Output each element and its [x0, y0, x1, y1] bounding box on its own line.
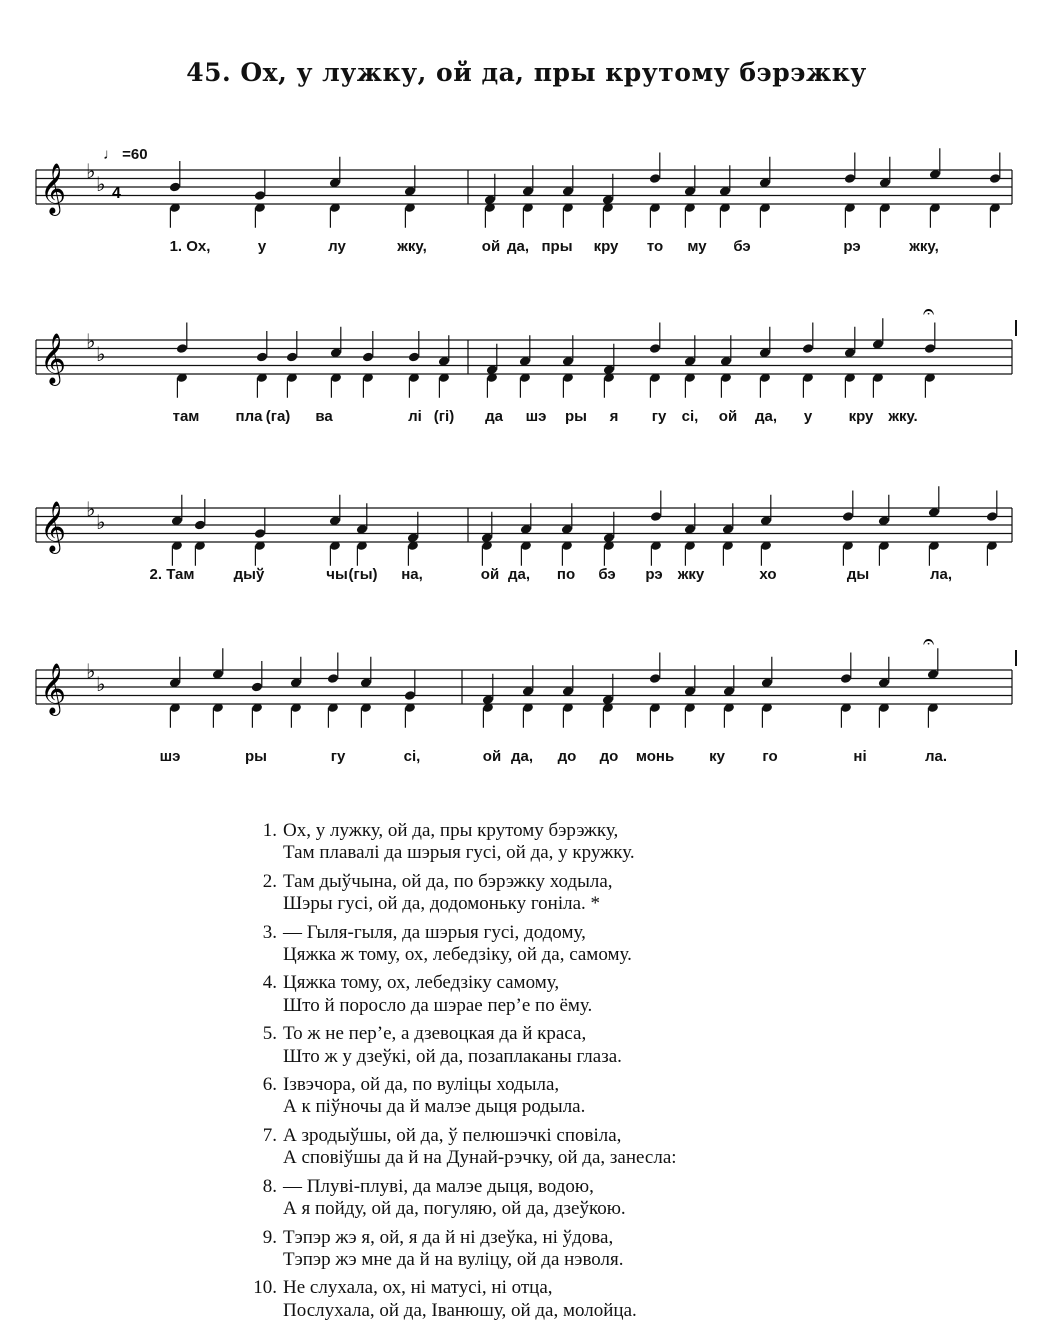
lyric-syllable: ла, [929, 566, 953, 583]
lyric-syllable: лу [328, 238, 346, 255]
lyric-syllable: да [485, 408, 503, 425]
verse-line: Тэпэр жэ я, ой, я да й ні дзеўка, ні ўдова, [283, 1226, 614, 1248]
lyric-syllable: ва [315, 408, 333, 425]
lyric-syllable: гу [330, 748, 346, 765]
lyric-syllable: шэ [525, 408, 547, 425]
song-title: 45. Ох, у лужку, ой да, пры крутому бэрэжку [186, 58, 867, 87]
verse-line: Што й поросло да шэрае пер’е по ёму. [283, 994, 593, 1016]
verse-number: 8. [262, 1175, 277, 1197]
lyric-syllable: по [556, 566, 576, 583]
verse [245, 820, 845, 865]
verse [245, 1227, 845, 1272]
lyric-syllable: ку [709, 748, 725, 765]
verse [245, 1277, 845, 1322]
lyric-syllable: го [762, 748, 778, 765]
fermata-icon: 𝄐 [923, 630, 935, 653]
lyric-syllable: хо [759, 566, 777, 583]
verse-number: 6. [262, 1074, 277, 1096]
lyric-syllable: ры [245, 748, 267, 765]
lyric-syllable: на, [401, 566, 423, 583]
verse [245, 1023, 845, 1068]
lyric-syllable: жку, [909, 238, 939, 255]
flat-key-signature-icon: ♭ [86, 659, 96, 683]
lyric-syllable: (га) [265, 408, 291, 425]
lyric-syllable: сі, [681, 408, 699, 425]
lyric-syllable: пла [235, 408, 263, 425]
verse [245, 1125, 845, 1170]
verse-number: 2. [262, 870, 277, 892]
lyric-syllable: ды [846, 566, 870, 583]
staff-1 [0, 130, 1053, 240]
lyric-syllable: 1. Ох, [169, 238, 211, 255]
lyric-syllable: жку, [397, 238, 427, 255]
lyric-syllable: пры [541, 238, 573, 255]
lyric-syllable: ой [480, 566, 500, 583]
treble-clef-icon: 𝄞 [40, 333, 67, 384]
flat-key-signature-icon: ♭ [96, 342, 106, 366]
verse [245, 871, 845, 916]
verse-line: А я пойду, ой да, погуляю, ой да, дзеўкою. [283, 1198, 626, 1220]
lyric-syllable: монь [635, 748, 675, 765]
lyric-syllable: ой [481, 238, 501, 255]
lyric-syllable: да, [506, 238, 530, 255]
lyric-syllable: до [599, 748, 619, 765]
lyric-syllable: бэ [733, 238, 751, 255]
staff-2 [0, 300, 1053, 410]
verse-line: Не слухала, ох, ні матусі, ні отца, [283, 1277, 553, 1299]
treble-clef-icon: 𝄞 [40, 663, 67, 714]
verse-line: Там дыўчына, ой да, по бэрэжку ходыла, [283, 870, 613, 892]
verse-line: Цяжка тому, ох, лебедзіку самому, [283, 972, 560, 994]
staff-3 [0, 468, 1053, 578]
lyric-syllable: ры [565, 408, 587, 425]
treble-clef-icon: 𝄞 [40, 501, 67, 552]
lyric-syllable: то [646, 238, 664, 255]
verse-number: 10. [253, 1277, 277, 1299]
verse-list [245, 820, 845, 1328]
lyric-syllable: ла. [924, 748, 948, 765]
verse-line: Послухала, ой да, Іванюшу, ой да, молойца. [283, 1299, 637, 1321]
lyric-syllable: рэ [843, 238, 861, 255]
verse-line: А зродыўшы, ой да, ў пелюшэчкі сповіла, [283, 1124, 622, 1146]
verse-line: Ізвэчора, ой да, по вуліцы ходыла, [283, 1074, 560, 1096]
verse-line: А к піўночы да й малэе дыця родыла. [283, 1096, 586, 1118]
lyric-syllable: я [609, 408, 619, 425]
lyric-syllable: гу [651, 408, 667, 425]
lyric-syllable: (гі) [433, 408, 455, 425]
lyric-syllable: кру [593, 238, 619, 255]
lyric-syllable: да, [510, 748, 534, 765]
treble-clef-icon: 𝄞 [40, 163, 67, 214]
lyric-syllable: жку. [888, 408, 918, 425]
lyrics-line-2 [0, 408, 1053, 428]
flat-key-signature-icon: ♭ [96, 672, 106, 696]
lyric-syllable: чы [326, 566, 348, 583]
verse-line: А сповіўшы да й на Дунай-рэчку, ой да, занесла: [283, 1147, 677, 1169]
verse [245, 1176, 845, 1221]
lyric-syllable: му [687, 238, 707, 255]
verse-line: Што ж у дзеўкі, ой да, позаплаканы глаза. [283, 1045, 622, 1067]
verse-line: Ох, у лужку, ой да, пры крутому бэрэжку, [283, 820, 619, 841]
lyric-syllable: лі [408, 408, 422, 425]
lyric-syllable: да, [754, 408, 778, 425]
lyric-syllable: кру [848, 408, 874, 425]
music-system-2 [0, 300, 1053, 450]
music-system-4 [0, 630, 1053, 780]
lyric-syllable: (гы) [348, 566, 378, 583]
lyric-syllable: ой [718, 408, 738, 425]
verse [245, 922, 845, 967]
verse-number: 5. [262, 1023, 277, 1045]
verse-line: Шэры гусі, ой да, додомоньку гоніла. * [283, 893, 601, 915]
verse [245, 1074, 845, 1119]
verse-number: 9. [262, 1226, 277, 1248]
flat-key-signature-icon: ♭ [96, 172, 106, 196]
music-system-1 [0, 130, 1053, 280]
lyric-syllable: бэ [598, 566, 616, 583]
lyric-syllable: сі, [403, 748, 421, 765]
music-system-3 [0, 468, 1053, 618]
lyric-syllable: ой [482, 748, 502, 765]
verse-line: То ж не пер’е, а дзевоцкая да й краса, [283, 1023, 587, 1045]
flat-key-signature-icon: ♭ [86, 159, 96, 183]
lyrics-line-4 [0, 748, 1053, 768]
time-signature: 4 [112, 185, 121, 202]
verse-line: Тэпэр жэ мне да й на вуліцу, ой да нэволя. [283, 1248, 624, 1270]
verse-line: Там плавалі да шэрыя гусі, ой да, у кружку. [283, 842, 635, 864]
lyric-syllable: у [803, 408, 813, 425]
verse-line: — Гыля-гыля, да шэрыя гусі, додому, [283, 921, 586, 943]
lyrics-line-3 [0, 566, 1053, 586]
lyric-syllable: шэ [159, 748, 181, 765]
lyric-syllable: рэ [645, 566, 663, 583]
verse-number: 7. [262, 1124, 277, 1146]
lyric-syllable: дыў [233, 566, 265, 583]
lyric-syllable: ні [853, 748, 867, 765]
verse-number: 4. [262, 972, 277, 994]
lyric-syllable: до [557, 748, 577, 765]
tempo-marking: ♩ =60 [103, 146, 148, 163]
flat-key-signature-icon: ♭ [96, 510, 106, 534]
lyric-syllable: 2. Там [149, 566, 195, 583]
fermata-icon: 𝄐 [923, 300, 935, 323]
lyrics-line-1 [0, 238, 1053, 258]
flat-key-signature-icon: ♭ [86, 497, 96, 521]
verse-number: 3. [262, 921, 277, 943]
verse-line: Цяжка ж тому, ох, лебедзіку, ой да, самому. [283, 944, 632, 966]
lyric-syllable: у [257, 238, 267, 255]
lyric-syllable: там [172, 408, 200, 425]
lyric-syllable: жку [677, 566, 705, 583]
verse-line: — Плуві-плуві, да малэе дыця, водою, [283, 1175, 594, 1197]
lyric-syllable: да, [507, 566, 531, 583]
verse-number: 1. [262, 820, 277, 841]
staff-4 [0, 630, 1053, 740]
verse [245, 972, 845, 1017]
flat-key-signature-icon: ♭ [86, 329, 96, 353]
